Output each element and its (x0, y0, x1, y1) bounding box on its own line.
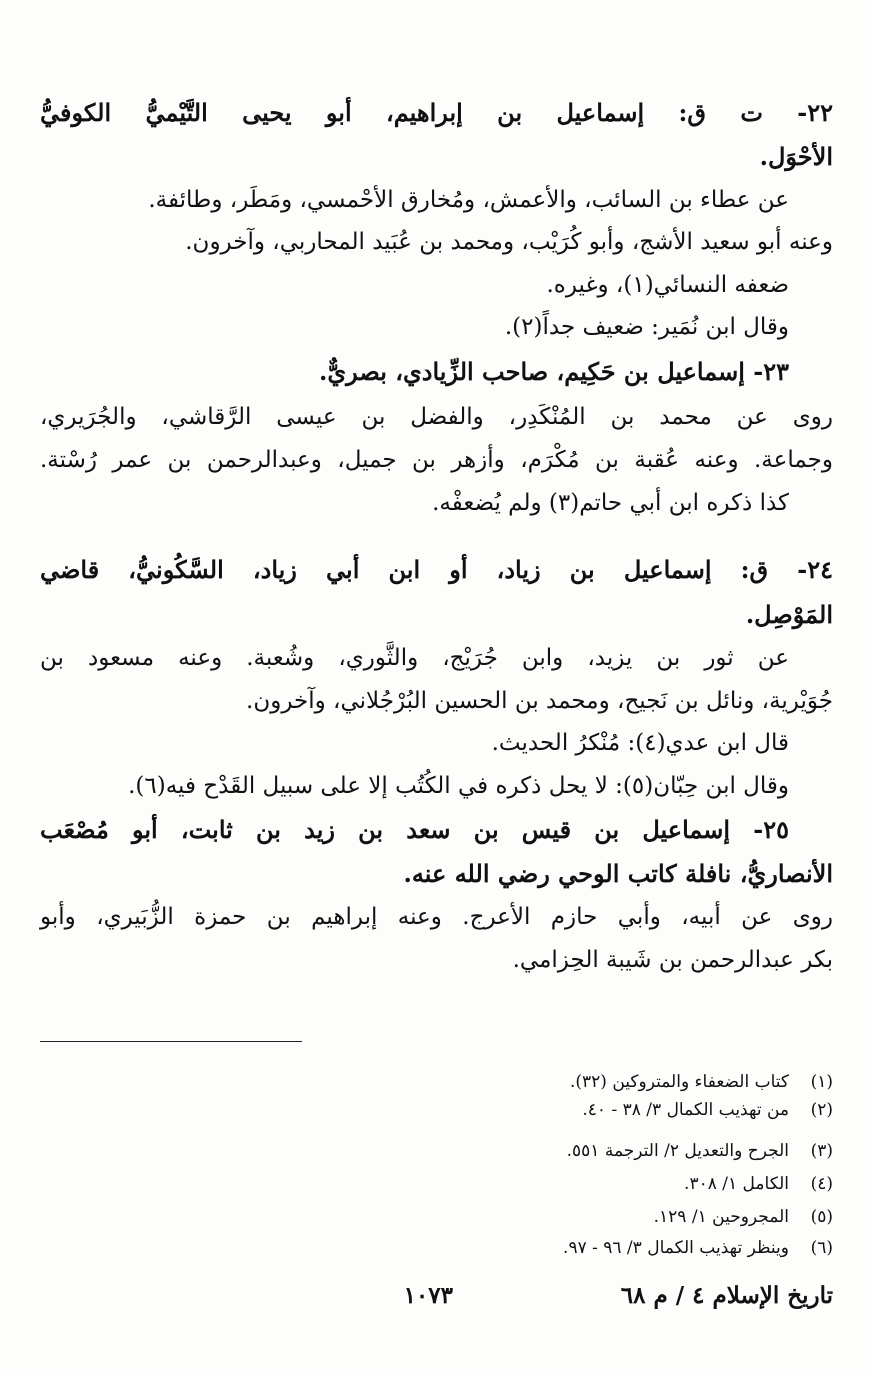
entry-24-heading-cont: المَوْصِل. (745, 600, 833, 629)
entry-23-text: روى عن محمد بن المُنْكَدِر، والفضل بن عيسى الرَّقاشي، والجُرَيري، (40, 404, 833, 430)
entry-24-text: قال ابن عدي(٤): مُنْكرُ الحديث. (491, 730, 789, 756)
footnote-number: (٥) (810, 1207, 833, 1227)
entry-22-text: عن عطاء بن السائب، والأعمش، ومُخارق الأحْمسي، ومَطَر، وطائفة. (148, 187, 789, 213)
footnote-number: (٤) (810, 1174, 833, 1194)
entry-24-text: وقال ابن حِبّان(٥): لا يحل ذكره في الكُتُب إلا على سبيل القَدْح فيه(٦). (128, 773, 789, 799)
footnote-number: (١) (810, 1072, 833, 1092)
entry-22-heading-cont: الأحْوَل. (759, 142, 833, 171)
entry-25-heading-cont: الأنصاريُّ، نافلة كاتب الوحي رضي الله عنه. (403, 859, 833, 888)
footnote (567, 1137, 833, 1165)
footnote-text: المجروحين ١/ ١٢٩. (653, 1207, 789, 1227)
footnote-text: وينظر تهذيب الكمال ٣/ ٩٦ - ٩٧. (563, 1238, 789, 1258)
entry-25-text: بكر عبدالرحمن بن شَيبة الحِزامي. (512, 947, 833, 973)
footnote (582, 1096, 833, 1124)
entry-24-text: عن ثور بن يزيد، وابن جُرَيْج، والثَّوري، وشُعبة. وعنه مسعود بن (40, 645, 789, 671)
entry-22-text: وقال ابن نُمَير: ضعيف جداً(٢). (504, 314, 789, 340)
entry-22-text: وعنه أبو سعيد الأشج، وأبو كُرَيْب، ومحمد بن عُبَيد المحاربي، وآخرون. (185, 229, 833, 255)
footnote-number: (٦) (810, 1238, 833, 1258)
page-footer (40, 1282, 833, 1322)
page-number: ١٠٧٣ (403, 1282, 453, 1309)
footnote-separator (40, 1041, 302, 1042)
entry-24-text: جُوَيْرية، ونائل بن نَجيح، ومحمد بن الحسين البُرْجُلاني، وآخرون. (246, 688, 833, 714)
entry-25-text: روى عن أبيه، وأبي حازم الأعرج. وعنه إبراهيم بن حمزة الزُّبَيري، وأبو (40, 904, 833, 930)
entry-23-text: وجماعة. وعنه عُقبة بن مُكْرَم، وأزهر بن جميل، وعبدالرحمن بن عمر رُسْتة. (40, 447, 833, 473)
footnote-number: (٢) (810, 1100, 833, 1120)
entry-25-heading: ٢٥- إسماعيل بن قيس بن سعد بن زيد بن ثابت، أبو مُصْعَب (40, 815, 789, 844)
footnote (684, 1170, 833, 1198)
footnote-number: (٣) (810, 1141, 833, 1161)
entry-24-heading: ٢٤- ق: إسماعيل بن زياد، أو ابن أبي زياد، السَّكُونيُّ، قاضي (40, 555, 833, 584)
footnote-text: من تهذيب الكمال ٣/ ٣٨ - ٤٠. (582, 1100, 789, 1120)
footer-book-title: تاريخ الإسلام ٤ / م ٦٨ (620, 1282, 833, 1309)
footnote-text: الكامل ١/ ٣٠٨. (684, 1174, 789, 1194)
footnote (563, 1234, 833, 1262)
footnote (654, 1203, 833, 1231)
footnote-text: الجرح والتعديل ٢/ الترجمة ٥٥١. (566, 1141, 789, 1161)
footnote-text: كتاب الضعفاء والمتروكين (٣٢). (569, 1072, 789, 1092)
entry-22-heading: ٢٢- ت ق: إسماعيل بن إبراهيم، أبو يحيى التَّيْميُّ الكوفيُّ (40, 98, 833, 127)
entry-23-text: كذا ذكره ابن أبي حاتم(٣) ولم يُضعفْه. (432, 490, 789, 516)
entry-22-text: ضعفه النسائي(١)، وغيره. (546, 272, 789, 298)
entry-23-heading: ٢٣- إسماعيل بن حَكِيم، صاحب الزِّيادي، بصريٌّ. (319, 357, 789, 386)
footnote (570, 1068, 833, 1096)
